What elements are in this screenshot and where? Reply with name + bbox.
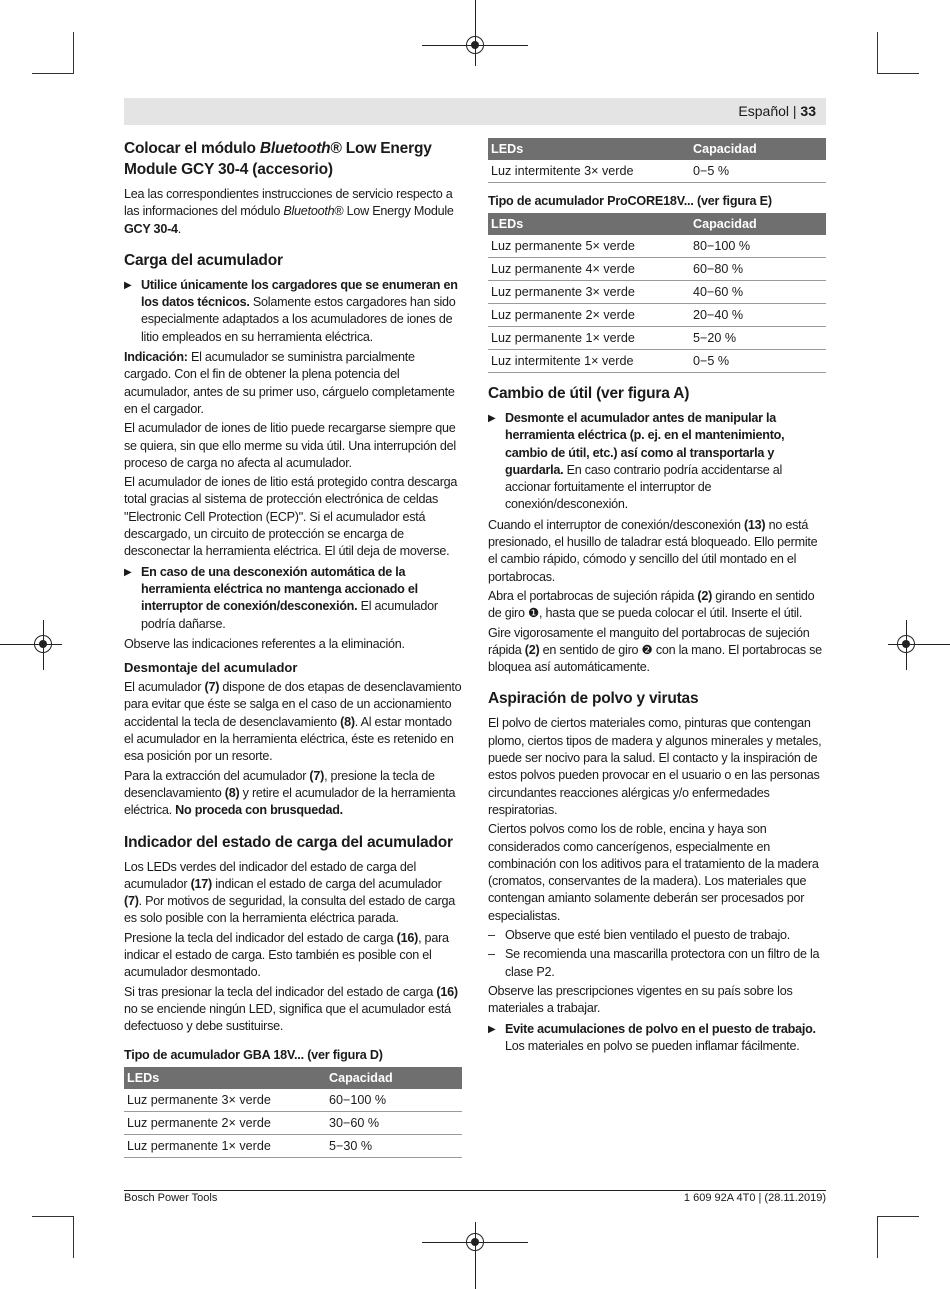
right-column [488,138,826,1058]
crop-mark [32,1216,74,1217]
triangle-bullet-icon: ▶ [124,566,132,578]
table-cell: 0−5 % [690,350,826,373]
page-header [124,98,826,125]
paragraph: Lea las correspondientes instrucciones de servicio respecto a las informaciones del módulo Bluetooth® Low Energy Module GCY 30-4. [124,187,454,236]
header-separator: | [792,103,797,119]
triangle-bullet-icon: ▶ [488,413,496,424]
registration-mark-icon [34,635,52,653]
table-row [488,258,826,281]
paragraph: Cuando el interruptor de conexión/desconexión (13) no está presionado, el husillo de taladrar está bloqueado. Ello permite el cambio rápido, cómodo y sencillo del útil montado en el portabrocas. [488,517,818,584]
table-row [488,350,826,373]
section-title-charge-indicator: Indicador del estado de carga del acumulador [124,833,453,851]
registration-mark-icon [466,36,484,54]
table-gba-continued [488,138,826,183]
table-cell: 60−100 % [326,1089,462,1112]
table-procore [488,213,826,373]
table-header-capacity: Capacidad [690,138,826,160]
table-cell: Luz permanente 5× verde [488,235,690,258]
table-header-leds: LEDs [488,138,690,160]
table-cell: Luz permanente 3× verde [488,281,690,304]
table-gba [124,1067,462,1158]
table-cell: 30−60 % [326,1112,462,1135]
crop-mark [73,1216,74,1258]
table-row [488,160,826,183]
table-caption-procore: Tipo de acumulador ProCORE18V... (ver figura E) [488,194,772,208]
section-title-tool-change: Cambio de útil (ver figura A) [488,385,690,402]
table-row [488,327,826,350]
paragraph: Para la extracción del acumulador (7), presione la tecla de desenclavamiento (8) y retire el acumulador de la herramienta eléctrica. No proceda con brusquedad. [124,768,456,818]
table-header-row [124,1067,462,1089]
paragraph: El acumulador (7) dispone de dos etapas de desenclavamiento para evitar que éste se salga en el caso de un accionamiento accidental la tecla de desenclavamiento (8). Al estar montado el acumulador en la herramienta eléctrica, éste es retenido en esa posición por un resorte. [124,680,462,764]
paragraph: Abra el portabrocas de sujeción rápida (2) girando en sentido de giro ❶, hasta que se pueda colocar el útil. Inserte el útil. [488,588,815,621]
table-cell: Luz permanente 1× verde [124,1135,326,1158]
paragraph: Indicación: El acumulador se suministra parcialmente cargado. Con el fin de obtener la plena potencia del acumulador, antes de su primer uso, cárguelo completamente en el cargador. [124,350,455,416]
crop-mark [877,73,919,74]
table-row [488,281,826,304]
triangle-bullet-icon: ▶ [488,1023,496,1035]
table-cell: 80−100 % [690,235,826,258]
table-header-row [488,138,826,160]
warning-bullet: ▶ Utilice únicamente los cargadores que se enumeran en los datos técnicos. Solamente estos cargadores han sido especialmente adaptados a los acumuladores de iones de litio empleados en su herramienta eléctrica. [124,277,458,344]
table-cell: Luz permanente 2× verde [124,1112,326,1135]
table-cell: 5−30 % [326,1135,462,1158]
paragraph: Observe las indicaciones referentes a la eliminación. [124,636,405,651]
registration-line [475,0,476,66]
table-cell: Luz permanente 1× verde [488,327,690,350]
table-row [124,1089,462,1112]
section-title-charging: Carga del acumulador [124,251,283,269]
table-header-capacity: Capacidad [326,1067,462,1089]
table-cell: Luz intermitente 3× verde [488,160,690,183]
dash-list-item: – Se recomienda una mascarilla protectora con un filtro de la clase P2. [488,947,820,979]
crop-mark [877,1216,919,1217]
table-cell: Luz permanente 4× verde [488,258,690,281]
table-cell: 60−80 % [690,258,826,281]
paragraph: Gire vigorosamente el manguito del portabrocas de sujeción rápida (2) en sentido de giro ❷ con la mano. El portabrocas se bloquea así automáticamente. [488,625,822,675]
table-header-leds: LEDs [124,1067,326,1089]
registration-mark-icon [466,1233,484,1251]
table-row [124,1112,462,1135]
table-cell: Luz permanente 2× verde [488,304,690,327]
table-header-leds: LEDs [488,213,690,235]
paragraph: Si tras presionar la tecla del indicador del estado de carga (16) no se enciende ningún LED, significa que el acumulador está defectuoso y debe sustituirse. [124,984,458,1034]
warning-bullet: ▶ Desmonte el acumulador antes de manipular la herramienta eléctrica (p. ej. en el mantenimiento, cambio de útil, etc.) así como al transportarla y guardarla. En caso contrario podría accidentarse al accionar fortuitamente el interruptor de conexión/desconexión. [488,411,785,512]
table-caption-gba: Tipo de acumulador GBA 18V... (ver figura D) [124,1048,383,1063]
paragraph: Los LEDs verdes del indicador del estado de carga del acumulador (17) indican el estado de carga del acumulador (7). Por motivos de seguridad, la consulta del estado de carga es solo posible con la herramienta eléctrica parada. [124,859,456,926]
header-language: Español [738,103,789,119]
dash-bullet-icon: – [488,928,495,943]
table-row [124,1135,462,1158]
section-title-dust-extraction: Aspiración de polvo y virutas [488,690,699,708]
paragraph: El acumulador de iones de litio está protegido contra descarga total gracias al sistema de protección electrónica de celdas "Electronic Cell Protection (ECP)". Si el acumulador está descargado, un circuito de protección se encarga de desconectar la herramienta eléctrica. El útil deja de moverse. [124,475,458,559]
paragraph: El polvo de ciertos materiales como, pinturas que contengan plomo, ciertos tipos de madera y algunos minerales y metales, puede ser nocivo para la salud. El contacto y la inspiración de estos polvos pueden provocar en el usuario o en las personas circundantes reacciones alérgicas y/o enfermedades respiratorias. [488,716,822,817]
paragraph: Presione la tecla del indicador del estado de carga (16), para indicar el estado de carga. Esto también es posible con el acumulador desmontado. [124,930,449,980]
table-row [488,304,826,327]
crop-mark [32,73,74,74]
dash-bullet-icon: – [488,947,495,962]
triangle-bullet-icon: ▶ [124,279,132,291]
paragraph: El acumulador de iones de litio puede recargarse siempre que se quiera, sin que ello merme su vida útil. Una interrupción del proceso de carga no afecta al acumulador. [124,421,456,470]
header-text [738,103,816,119]
footer-divider [124,1190,826,1191]
table-row [488,235,826,258]
warning-bullet: ▶ Evite acumulaciones de polvo en el puesto de trabajo. Los materiales en polvo se pueden inflamar fácilmente. [488,1021,816,1053]
dash-list-item: – Observe que esté bien ventilado el puesto de trabajo. [488,927,826,944]
paragraph: Ciertos polvos como los de roble, encina y haya son considerados como cancerígenos, especialmente en combinación con los aditivos para el tratamiento de la madera (cromatos, conservantes de la madera). Los materiales que contengan amianto solamente deberán ser procesados por especialistas. [488,822,819,923]
footer-doc-number: 1 609 92A 4T0 | (28.11.2019) [683,1192,826,1204]
table-cell: 5−20 % [690,327,826,350]
table-header-capacity: Capacidad [690,213,826,235]
table-cell: Luz permanente 3× verde [124,1089,326,1112]
table-cell: 0−5 % [690,160,826,183]
page-number: 33 [800,103,816,119]
warning-bullet: ▶ En caso de una desconexión automática de la herramienta eléctrica no mantenga accionado el interruptor de conexión/desconexión. El acumulador podría dañarse. [124,564,438,631]
table-cell: 40−60 % [690,281,826,304]
crop-mark [73,32,74,74]
section-title-bluetooth: Colocar el módulo Bluetooth® Low Energy Module GCY 30-4 (accesorio) [124,140,432,178]
subsection-title-battery-removal: Desmontaje del acumulador [124,660,298,676]
crop-mark [877,32,878,74]
footer-brand: Bosch Power Tools [124,1192,218,1204]
paragraph: Observe las prescripciones vigentes en su país sobre los materiales a trabajar. [488,983,793,1016]
table-cell: Luz intermitente 1× verde [488,350,690,373]
table-cell: 20−40 % [690,304,826,327]
registration-line [0,644,62,645]
registration-mark-icon [897,635,915,653]
table-header-row [488,213,826,235]
crop-mark [877,1216,878,1258]
left-column [124,138,462,1158]
